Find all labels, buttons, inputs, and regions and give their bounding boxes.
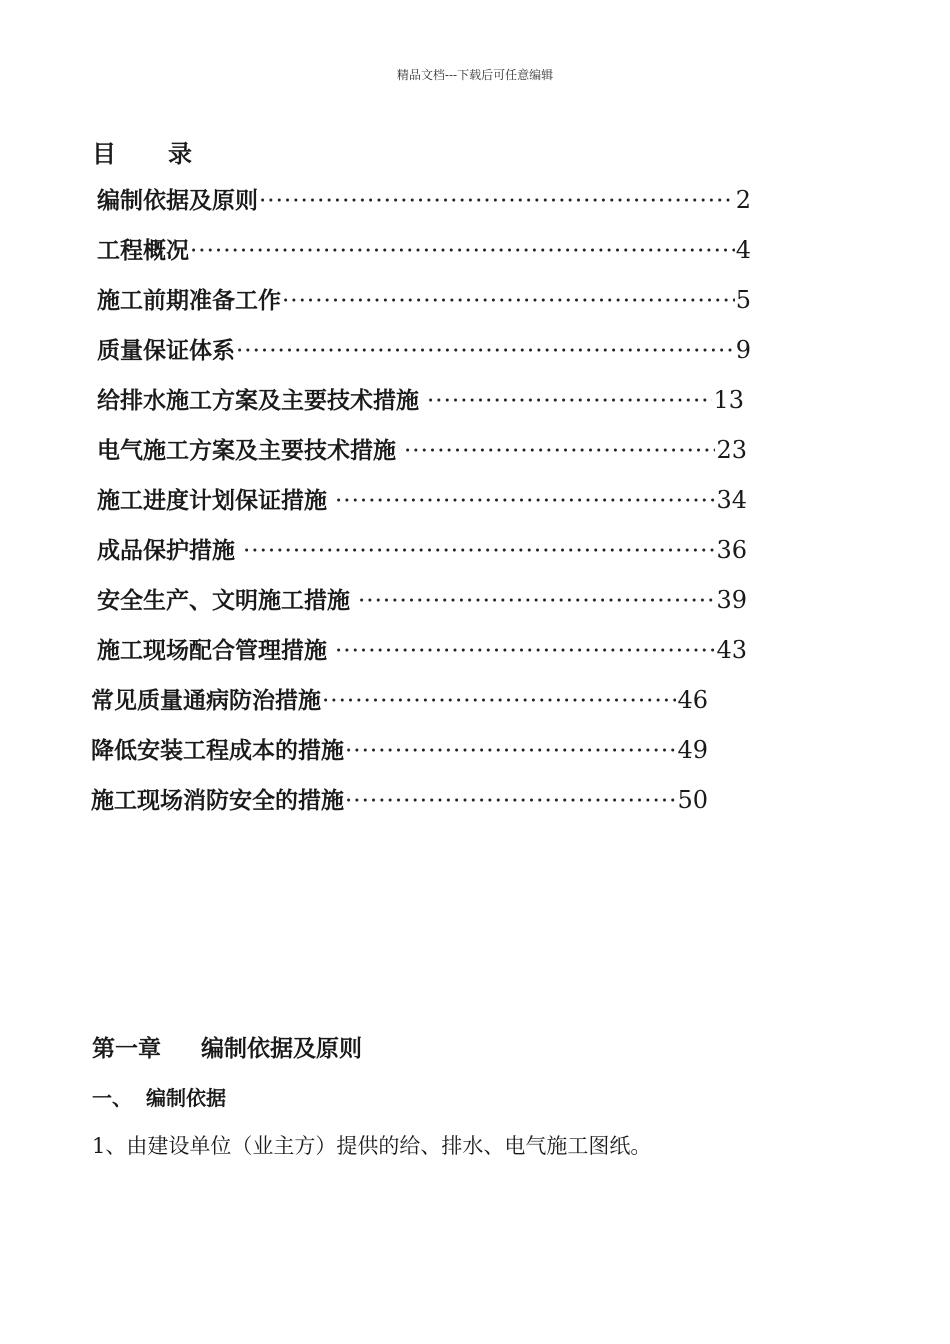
- toc-leader-dots: [427, 388, 712, 414]
- page-header: 精品文档---下载后可任意编辑: [396, 68, 554, 82]
- toc-entry-page: 9: [735, 336, 751, 364]
- toc-entry[interactable]: [97, 282, 751, 314]
- chapter-number: 第一章: [92, 1035, 161, 1062]
- toc-leader-dots: [282, 288, 735, 314]
- toc-entry[interactable]: [97, 382, 744, 414]
- toc-entry-title: 施工进度计划保证措施: [97, 487, 327, 514]
- toc-entry[interactable]: [97, 332, 751, 364]
- toc-entry[interactable]: [91, 732, 708, 764]
- toc-leader-dots: [322, 688, 676, 714]
- toc-entry-page: 43: [716, 636, 747, 664]
- toc-leader-dots: [404, 438, 715, 464]
- toc-entry-title: 给排水施工方案及主要技术措施: [97, 387, 419, 414]
- toc-entry-title: 施工现场配合管理措施: [97, 637, 327, 664]
- toc-entry-page: 4: [735, 236, 751, 264]
- toc-leader-dots: [236, 338, 735, 364]
- toc-entry-title: 成品保护措施: [97, 537, 235, 564]
- section-number: 一、: [92, 1086, 132, 1110]
- chapter-title: 编制依据及原则: [201, 1035, 362, 1062]
- toc-leader-dots: [243, 538, 715, 564]
- toc-leader-dots: [345, 738, 676, 764]
- toc-entry[interactable]: [91, 782, 708, 814]
- toc-leader-dots: [190, 238, 735, 264]
- toc-leader-dots: [358, 588, 715, 614]
- toc-entry-title: 工程概况: [97, 237, 189, 264]
- toc-entry[interactable]: [97, 632, 747, 664]
- toc-leader-dots: [259, 188, 735, 214]
- toc-entry[interactable]: [97, 582, 747, 614]
- toc-entry-title: 施工现场消防安全的措施: [91, 787, 344, 814]
- toc-entry-title: 质量保证体系: [97, 337, 235, 364]
- toc-entry-page: 2: [735, 186, 751, 214]
- body-paragraph: 1、由建设单位（业主方）提供的给、排水、电气施工图纸。: [92, 1134, 652, 1158]
- toc-entry-title: 常见质量通病防治措施: [91, 687, 321, 714]
- toc-entry-page: 23: [716, 436, 747, 464]
- toc-entry-title: 编制依据及原则: [97, 187, 258, 214]
- toc-entry-title: 安全生产、文明施工措施: [97, 587, 350, 614]
- toc-entry[interactable]: [91, 682, 708, 714]
- toc-entry[interactable]: [97, 432, 747, 464]
- toc-entry-page: 39: [716, 586, 747, 614]
- toc-entry[interactable]: [97, 232, 751, 264]
- toc-leader-dots: [335, 638, 715, 664]
- section-title: 编制依据: [146, 1086, 226, 1110]
- toc-entry-page: 46: [677, 686, 708, 714]
- toc-entry[interactable]: [97, 182, 751, 214]
- chapter-heading: [92, 1030, 362, 1063]
- toc-entry-page: 36: [716, 536, 747, 564]
- toc-entry[interactable]: [97, 482, 747, 514]
- toc-entry-page: 50: [677, 786, 708, 814]
- toc-entry[interactable]: [97, 532, 747, 564]
- toc-entry-title: 电气施工方案及主要技术措施: [97, 437, 396, 464]
- toc-leader-dots: [345, 788, 676, 814]
- toc-entry-title: 降低安装工程成本的措施: [91, 737, 344, 764]
- toc-entry-title: 施工前期准备工作: [97, 287, 281, 314]
- toc-entry-page: 5: [735, 286, 751, 314]
- toc-title: [92, 134, 192, 169]
- toc-title-part-2: 录: [168, 139, 192, 168]
- toc-title-part-1: 目: [92, 139, 116, 168]
- section-heading: [92, 1082, 226, 1111]
- toc-entry-page: 49: [677, 736, 708, 764]
- toc-entry-page: 13: [713, 386, 744, 414]
- toc-leader-dots: [335, 488, 715, 514]
- toc-entry-page: 34: [716, 486, 747, 514]
